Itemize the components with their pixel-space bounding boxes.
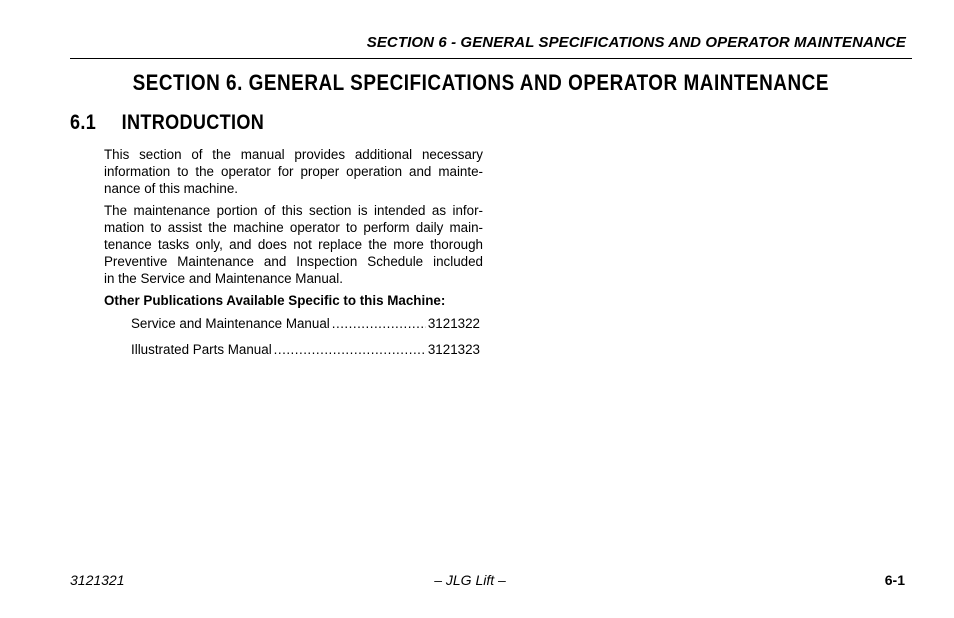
text-line: information to the operator for proper operation and mainte- bbox=[104, 164, 483, 179]
dot-leader bbox=[332, 315, 426, 332]
text-line: mation to assist the machine operator to perform daily main- bbox=[104, 220, 483, 235]
text-line: The maintenance portion of this section is intended as infor- bbox=[104, 203, 483, 218]
publication-number: 3121323 bbox=[427, 342, 480, 357]
subsection-number: 6.1 bbox=[70, 111, 97, 134]
footer-page-number: 6-1 bbox=[884, 572, 905, 588]
publication-item bbox=[131, 315, 480, 332]
intro-paragraph-1 bbox=[104, 146, 483, 197]
subsection-title: INTRODUCTION bbox=[121, 111, 265, 134]
section-title: SECTION 6. GENERAL SPECIFICATIONS AND OPERATOR MAINTENANCE bbox=[132, 70, 829, 95]
text-line: in the Service and Maintenance Manual. bbox=[104, 271, 343, 286]
publications-list bbox=[131, 315, 480, 358]
text-line: tenance tasks only, and does not replace the more thorough bbox=[104, 237, 483, 252]
header-rule bbox=[70, 58, 912, 59]
text-line: This section of the manual provides additional necessary bbox=[104, 147, 483, 162]
footer-publisher: – JLG Lift – bbox=[434, 572, 506, 588]
text-line: Preventive Maintenance and Inspection Schedule included bbox=[104, 254, 483, 269]
footer-doc-number: 3121321 bbox=[70, 572, 125, 588]
publication-title: Service and Maintenance Manual bbox=[131, 316, 330, 331]
publication-title: Illustrated Parts Manual bbox=[131, 342, 272, 357]
intro-paragraph-2 bbox=[104, 202, 483, 287]
publications-heading: Other Publications Available Specific to this Machine: bbox=[104, 293, 446, 308]
text-line: nance of this machine. bbox=[104, 181, 238, 196]
dot-leader bbox=[274, 341, 426, 358]
running-header: SECTION 6 - GENERAL SPECIFICATIONS AND OPERATOR MAINTENANCE bbox=[366, 34, 906, 51]
publication-item bbox=[131, 341, 480, 358]
publication-number: 3121322 bbox=[427, 316, 480, 331]
body-column bbox=[104, 146, 483, 367]
subsection-heading bbox=[70, 111, 264, 135]
